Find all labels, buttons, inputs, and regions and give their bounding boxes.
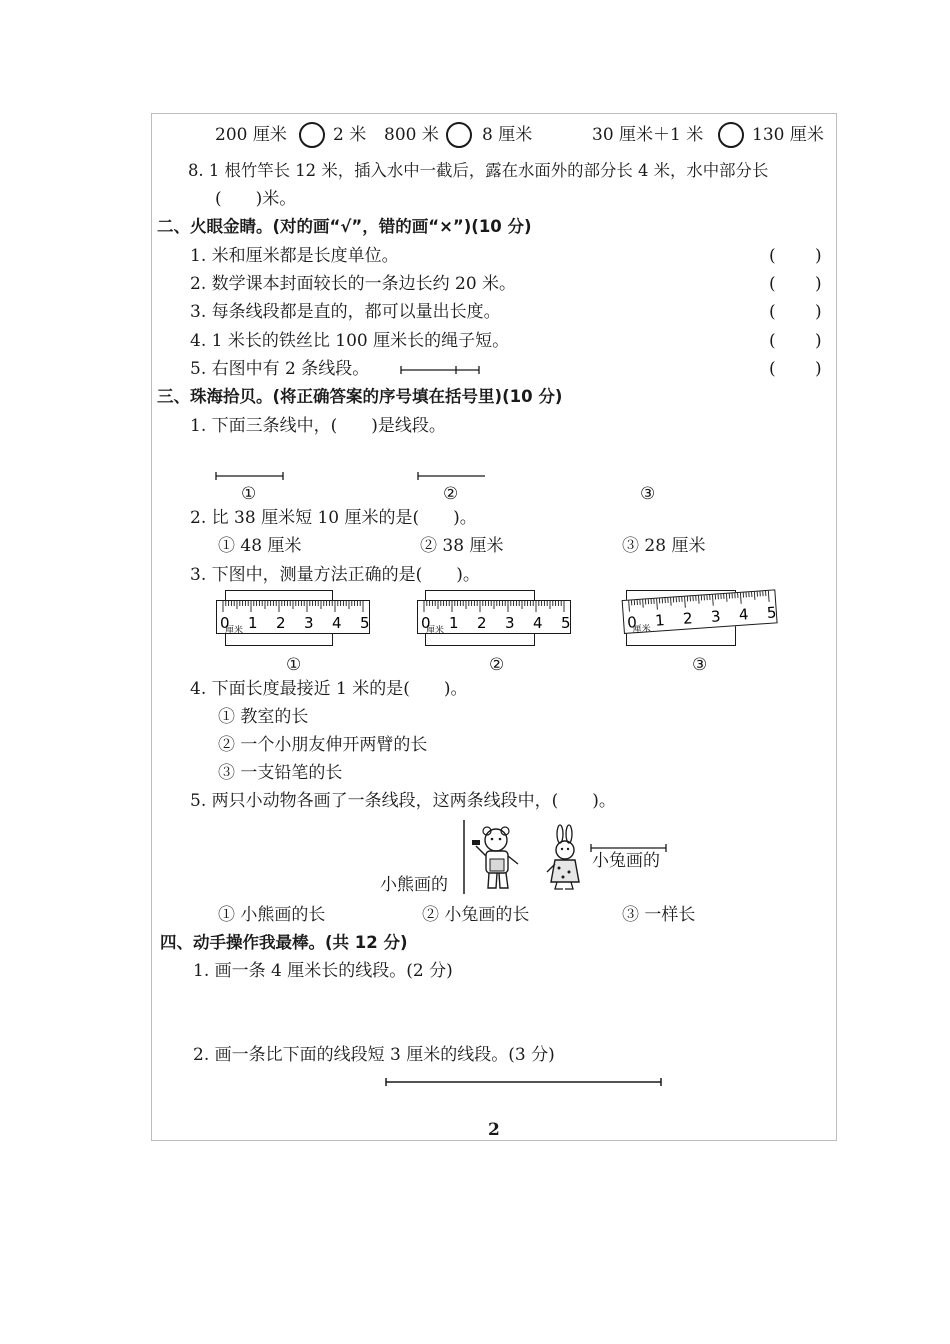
s2-item-1: 1. 米和厘米都是长度单位。 xyxy=(190,246,399,266)
s4-q2-text: 2. 画一条比下面的线段短 3 厘米的线段。(3 分) xyxy=(193,1045,555,1065)
ruler-tick xyxy=(643,600,644,608)
ruler-number: 5 xyxy=(766,603,778,622)
answer-circle-c[interactable] xyxy=(718,122,744,148)
ruler-number: 0 xyxy=(220,614,230,632)
ruler-number: 2 xyxy=(477,614,487,632)
ruler-number: 4 xyxy=(332,614,342,632)
q5-option-3: ③ 一样长 xyxy=(622,905,696,925)
bear-vertical-segment xyxy=(461,820,467,894)
q1-line-1-segment xyxy=(215,471,285,481)
s3-q2-text: 2. 比 38 厘米短 10 厘米的是( )。 xyxy=(190,508,477,528)
ruler-number: 1 xyxy=(449,614,459,632)
q3-label-3: ③ xyxy=(692,655,708,675)
ruler-number: 3 xyxy=(304,614,314,632)
ruler-unit-label: 厘米 xyxy=(426,626,445,636)
ruler-tick xyxy=(671,598,672,606)
ruler-figure-3 xyxy=(620,590,782,650)
q2-option-2: ② 38 厘米 xyxy=(420,536,504,556)
answer-circle-a[interactable] xyxy=(299,122,325,148)
s2-item-4: 4. 1 米长的铁丝比 100 厘米长的绳子短。 xyxy=(190,331,510,351)
s3-q5-text: 5. 两只小动物各画了一条线段，这两条线段中，( )。 xyxy=(190,791,616,811)
s2-item-2: 2. 数学课本封面较长的一条边长约 20 米。 xyxy=(190,274,517,294)
ruler-number: 5 xyxy=(360,614,370,632)
rabbit-illustration-icon xyxy=(545,826,585,892)
section-3-title: 三、珠海拾贝。(将正确答案的序号填在括号里)(10 分) xyxy=(157,387,563,406)
compare-b-right: 8 厘米 xyxy=(482,125,533,145)
bear-illustration-icon xyxy=(476,826,528,892)
ruler-number: 0 xyxy=(421,614,431,632)
ruler-scale xyxy=(418,601,572,635)
bear-label: 小熊画的 xyxy=(380,875,448,895)
question-8-line2: ( )米。 xyxy=(215,189,297,209)
two-segments-figure xyxy=(400,364,480,376)
ruler-number: 0 xyxy=(626,613,638,632)
q4-option-2: ② 一个小朋友伸开两臂的长 xyxy=(218,735,428,755)
q3-label-1: ① xyxy=(286,655,302,675)
ruler-tick xyxy=(768,591,769,602)
q1-line-2-ray xyxy=(417,471,487,481)
compare-a-left: 200 厘米 xyxy=(215,125,287,145)
ruler-number: 1 xyxy=(248,614,258,632)
q1-label-3: ③ xyxy=(640,484,656,504)
s4-reference-segment xyxy=(385,1077,663,1087)
q1-label-2: ② xyxy=(443,484,459,504)
ruler-number: 4 xyxy=(738,605,750,624)
compare-c-right: 130 厘米 xyxy=(752,125,824,145)
ruler-figure-2 xyxy=(417,590,573,650)
s4-q1-text: 1. 画一条 4 厘米长的线段。(2 分) xyxy=(193,961,453,981)
ruler-tick xyxy=(629,601,630,612)
q4-option-1: ① 教室的长 xyxy=(218,707,309,727)
ruler-number: 4 xyxy=(533,614,543,632)
compare-b-left: 800 米 xyxy=(384,125,439,145)
s3-q3-text: 3. 下图中，测量方法正确的是( )。 xyxy=(190,565,480,585)
ruler-tick xyxy=(712,595,713,606)
ruler-tick xyxy=(685,597,686,608)
s2-item-3: 3. 每条线段都是直的，都可以量出长度。 xyxy=(190,302,501,322)
question-8-line1: 8. 1 根竹竿长 12 米，插入水中一截后，露在水面外的部分长 4 米，水中部分长 xyxy=(188,161,769,180)
section-4-title: 四、动手操作我最棒。(共 12 分) xyxy=(160,933,408,952)
ruler-number: 3 xyxy=(505,614,515,632)
q1-label-1: ① xyxy=(241,484,257,504)
s3-q1-text: 1. 下面三条线中，( )是线段。 xyxy=(190,416,446,436)
ruler-tick xyxy=(726,594,727,602)
ruler-tick xyxy=(657,599,658,610)
ruler-number: 1 xyxy=(654,611,666,630)
s3-q4-text: 4. 下面长度最接近 1 米的是( )。 xyxy=(190,679,468,699)
ruler-number: 3 xyxy=(710,607,722,626)
ruler-tick xyxy=(699,596,700,604)
ruler-number: 5 xyxy=(561,614,571,632)
ruler-scale xyxy=(217,601,371,635)
q5-option-2: ② 小兔画的长 xyxy=(422,905,530,925)
ruler-unit-label: 厘米 xyxy=(225,626,244,636)
ruler-tick xyxy=(740,593,741,604)
q3-label-2: ② xyxy=(489,655,505,675)
rabbit-label: 小兔画的 xyxy=(592,851,660,871)
s4-q1-drawing-area[interactable] xyxy=(190,988,810,1038)
compare-c-left: 30 厘米＋1 米 xyxy=(592,125,704,145)
s4-q2-drawing-area[interactable] xyxy=(190,1090,810,1110)
ruler-tick xyxy=(754,592,755,600)
q2-option-1: ① 48 厘米 xyxy=(218,536,302,556)
answer-circle-b[interactable] xyxy=(446,122,472,148)
section-2-title: 二、火眼金睛。(对的画“√”，错的画“×”)(10 分) xyxy=(157,217,532,236)
q2-option-3: ③ 28 厘米 xyxy=(622,536,706,556)
s2-item-5: 5. 右图中有 2 条线段。 xyxy=(190,359,370,379)
ruler-unit-label: 厘米 xyxy=(632,624,652,636)
ruler-number: 2 xyxy=(276,614,286,632)
compare-a-right: 2 米 xyxy=(333,125,367,145)
q5-option-1: ① 小熊画的长 xyxy=(218,905,326,925)
ruler-number: 2 xyxy=(682,609,694,628)
ruler-figure-1 xyxy=(216,590,372,650)
q4-option-3: ③ 一支铅笔的长 xyxy=(218,763,343,783)
page-number: 2 xyxy=(488,1120,500,1140)
